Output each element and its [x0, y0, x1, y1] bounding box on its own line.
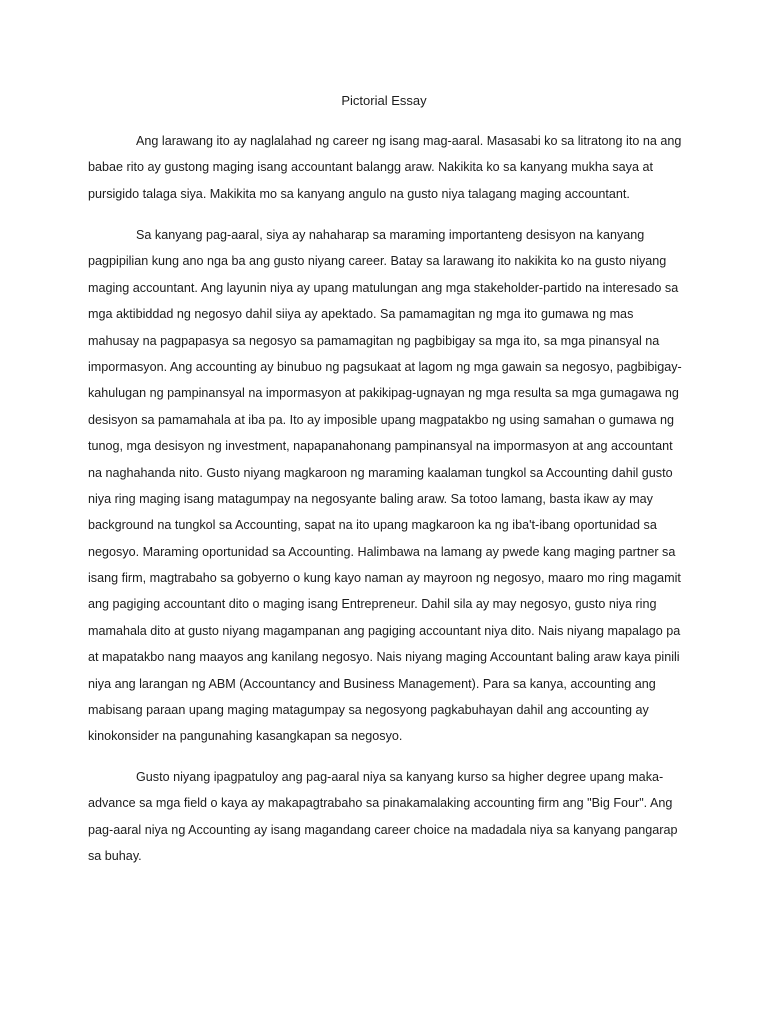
paragraph-1: [88, 132, 708, 211]
paragraph-3: [88, 768, 708, 874]
paragraph-line: background na tungkol sa Accounting, sapat na ito upang magkaroon ka ng iba't-ibang oportunidad sa: [88, 518, 657, 533]
paragraph-line: kinokonsider na pangunahing kasangkapan sa negosyo.: [88, 729, 403, 744]
paragraph-line: negosyo. Maraming oportunidad sa Accounting. Halimbawa na lamang ay pwede kang maging partner sa: [88, 544, 676, 559]
paragraph-line: mabisang paraan upang maging matagumpay sa negosyong pagkabuhayan dahil ang accounting ay: [88, 703, 649, 718]
paragraph-line: isang firm, magtrabaho sa gobyerno o kung kayo naman ay mayroon ng negosyo, maaro mo ring magamit: [88, 571, 681, 586]
paragraph-line: mahusay na pagpapasya sa negosyo sa pamamagitan ng pagbibigay sa mga ito, sa mga pinansyal na: [88, 333, 660, 348]
paragraph-line: mga aktibiddad ng negosyo dahil siiya ay apektado. Sa pamamagitan ng mga ito gumawa ng mas: [88, 307, 634, 322]
paragraph-line: pag-aaral niya ng Accounting ay isang magandang career choice na madadala niya sa kanyang pangarap: [88, 822, 678, 837]
page-title: Pictorial Essay: [341, 93, 427, 108]
paragraph-line: ang pagiging accountant dito o maging isang Entrepreneur. Dahil sila ay may negosyo, gusto niya ring: [88, 597, 657, 612]
paragraph-line: niya ring maging isang matagumpay na negosyante baling araw. Sa totoo lamang, basta ikaw ay may: [88, 491, 653, 506]
paragraph-2: [88, 226, 708, 754]
paragraph-line: pagpipilian kung ano nga ba ang gusto niyang career. Batay sa larawang ito nakikita ko na gusto niyang: [88, 254, 667, 269]
paragraph-line: sa buhay.: [88, 849, 142, 864]
paragraph-line: Sa kanyang pag-aaral, siya ay nahaharap sa maraming importanteng desisyon na kanyang: [136, 228, 645, 242]
paragraph-line: at mapatakbo nang maayos ang kanilang negosyo. Nais niyang maging Accountant baling araw kaya pinili: [88, 650, 680, 665]
paragraph-line: impormasyon. Ang accounting ay binubuo ng pagsukaat at lagom ng mga gawain sa negosyo, pagbibigay-: [88, 359, 682, 374]
paragraph-line: niya ang larangan ng ABM (Accountancy and Business Management). Para sa kanya, accounting ang: [88, 676, 656, 691]
paragraph-line: babae rito ay gustong maging isang accountant balangg araw. Nakikita ko sa kanyang mukha saya at: [88, 160, 653, 175]
paragraph-line: kahulugan ng pampinansyal na impormasyon at pakikipag-ugnayan ng mga resulta sa mga gumagawa ng: [88, 386, 679, 401]
paragraph-line: advance sa mga field o kaya ay makapagtrabaho sa pinakamalaking accounting firm ang "Big Four". Ang: [88, 796, 673, 811]
paragraph-line: mamahala dito at gusto niyang magampanan ang pagiging accountant niya dito. Nais niyang mapalago pa: [88, 623, 681, 638]
paragraph-line: tunog, mga desisyon ng investment, napapanahonang pampinansyal na impormasyon at ang accountant: [88, 439, 673, 454]
paragraph-line: pursigido talaga siya. Makikita mo sa kanyang angulo na gusto niya talagang maging accountant.: [88, 186, 630, 201]
paragraph-line: Gusto niyang ipagpatuloy ang pag-aaral niya sa kanyang kurso sa higher degree upang maka-: [136, 770, 664, 784]
paragraph-line: desisyon sa pamamahala at iba pa. Ito ay imposible upang magpatakbo ng using samahan o gumawa ng: [88, 412, 674, 427]
paragraph-line: na naghahanda nito. Gusto niyang magkaroon ng maraming kaalaman tungkol sa Accounting dahil gusto: [88, 465, 673, 480]
paragraph-line: Ang larawang ito ay naglalahad ng career ng isang mag-aaral. Masasabi ko sa litratong ito na ang: [136, 134, 682, 148]
paragraph-line: maging accountant. Ang layunin niya ay upang matulungan ang mga stakeholder-partido na interesado sa: [88, 280, 679, 295]
